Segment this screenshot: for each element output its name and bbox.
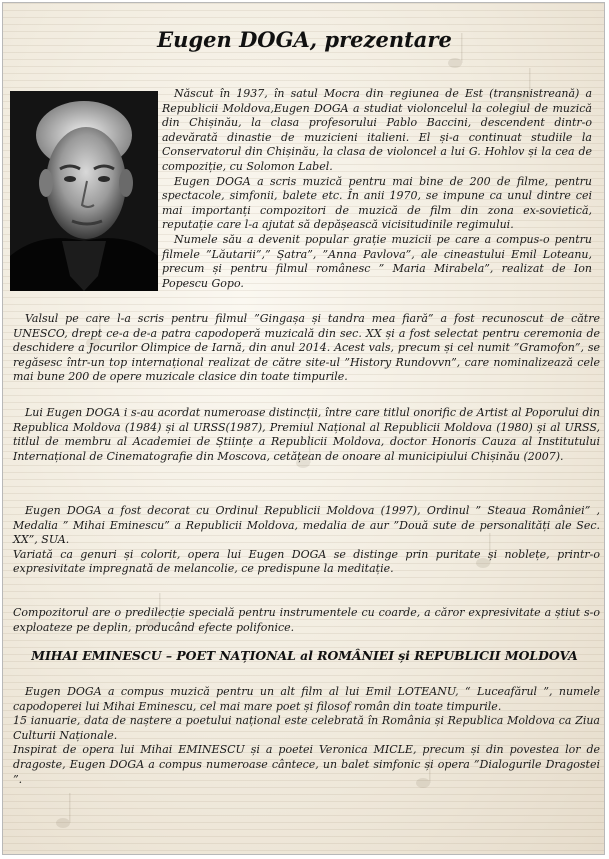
paragraph-waltz: Valsul pe care l-a scris pentru filmul ”Gingașa și tandra mea fiară” a fost recunoscut de către UNESCO, drept ce-a de-a patra capodoperă muzicală din sec. XX și a fost selectat pentru ceremonia de deschidere a Jocurilor Olimpice de Iarnă, din anul 2014. Acest vals, precum și cel numit ”Gramofon”, se regăsesc într-un top internațional realizat de către site-ul ”History Rundovvn”, care nominalizează cele mai bune 200 de opere muzicale clasice din toate timpurile. xyxy=(13,312,600,384)
paragraph-dialogues: Inspirat de opera lui Mihai EMINESCU și a poetei Veronica MICLE, precum și din povestea lor de dragoste, Eugen DOGA a compus numeroase cântece, un balet simfonic și opera ”Dialogurile Dragostei ”. xyxy=(13,743,600,786)
portrait-image xyxy=(10,91,158,291)
page-title: Eugen DOGA, prezentare xyxy=(157,27,452,52)
eminescu-section xyxy=(13,685,600,787)
paragraph-awards: Lui Eugen DOGA i s-au acordat numeroase distincții, între care titlul onorific de Artist al Poporului din Republica Moldova (1984) și al URSS(1987), Premiul Național al Republicii Moldova (1980) și al URSS, titlul de membru al Academiei de Științe a Republicii Moldova, doctor Honoris Cauza al Institutului Internațional de Cinematografie din Moscova, cetățean de onoare al municipiului Chișinău (2007). xyxy=(13,406,600,463)
paragraph-strings: Compozitorul are o predilecție specială pentru instrumentele cu coarde, a căror expresivitate a știut s-o exploateze pe deplin, producând efecte polifonice. xyxy=(13,606,600,634)
paragraph-culture-day: 15 ianuarie, data de naștere a poetului național este celebrată în România și Republica Moldova ca Ziua Culturii Naționale. xyxy=(13,714,600,742)
intro-text xyxy=(162,87,592,291)
intro-paragraph-films: Eugen DOGA a scris muzică pentru mai bine de 200 de filme, pentru spectacole, simfonii, balete etc. În anii 1970, se impune ca unul dintre cei mai importanți compozitori de muzică de film din zona ex-sovietică, reputație care l-a ajutat să depășească vicisitudinile regimului. xyxy=(162,174,592,232)
document-page xyxy=(2,2,605,855)
section-subtitle: MIHAI EMINESCU – POET NAȚIONAL al ROMÂNIEI și REPUBLICII MOLDOVA xyxy=(31,648,578,663)
portrait-photo xyxy=(10,91,158,291)
intro-paragraph-birth: Născut în 1937, în satul Mocra din regiunea de Est (transnistreană) a Republicii Moldova,Eugen DOGA a studiat violoncelul la colegiul de muzică din Chișinău, la clasa profesorului Pablo Baccini, descendent dintr-o adevărată dinastie de muzicieni italieni. El și-a continuat studiile la Conservatorul din Chișinău, la clasa de violoncel a lui G. Hohlov și la cea de compoziție, cu Solomon Label. xyxy=(162,87,592,173)
paragraph-luceafarul: Eugen DOGA a compus muzică pentru un alt film al lui Emil LOTEANU, “ Luceafărul ”, numele capodoperei lui Mihai Eminescu, cel mai mare poet și filosof român din toate timpurile. xyxy=(13,685,600,713)
paragraph-variety: Variată ca genuri și colorit, opera lui Eugen DOGA se distinge prin puritate și noblețe, printr-o expresivitate impregnată de melancolie, ce predispune la meditație. xyxy=(13,547,600,576)
paragraph-decorations-block xyxy=(13,504,600,577)
paragraph-decorations: Eugen DOGA a fost decorat cu Ordinul Republicii Moldova (1997), Ordinul ” Steaua României” , Medalia ” Mihai Eminescu” a Republicii Moldova, medalia de aur ”Două sute de personalități ale Sec. XX”, SUA. xyxy=(13,504,600,547)
intro-paragraph-popularity: Numele său a devenit popular grație muzicii pe care a compus-o pentru filmele ”Lăutarii”,” Șatra”, ”Anna Pavlova”, ale cineastului Emil Loteanu, precum și pentru filmul românesc ” Maria Mirabela”, realizat de Ion Popescu Gopo. xyxy=(162,232,592,290)
